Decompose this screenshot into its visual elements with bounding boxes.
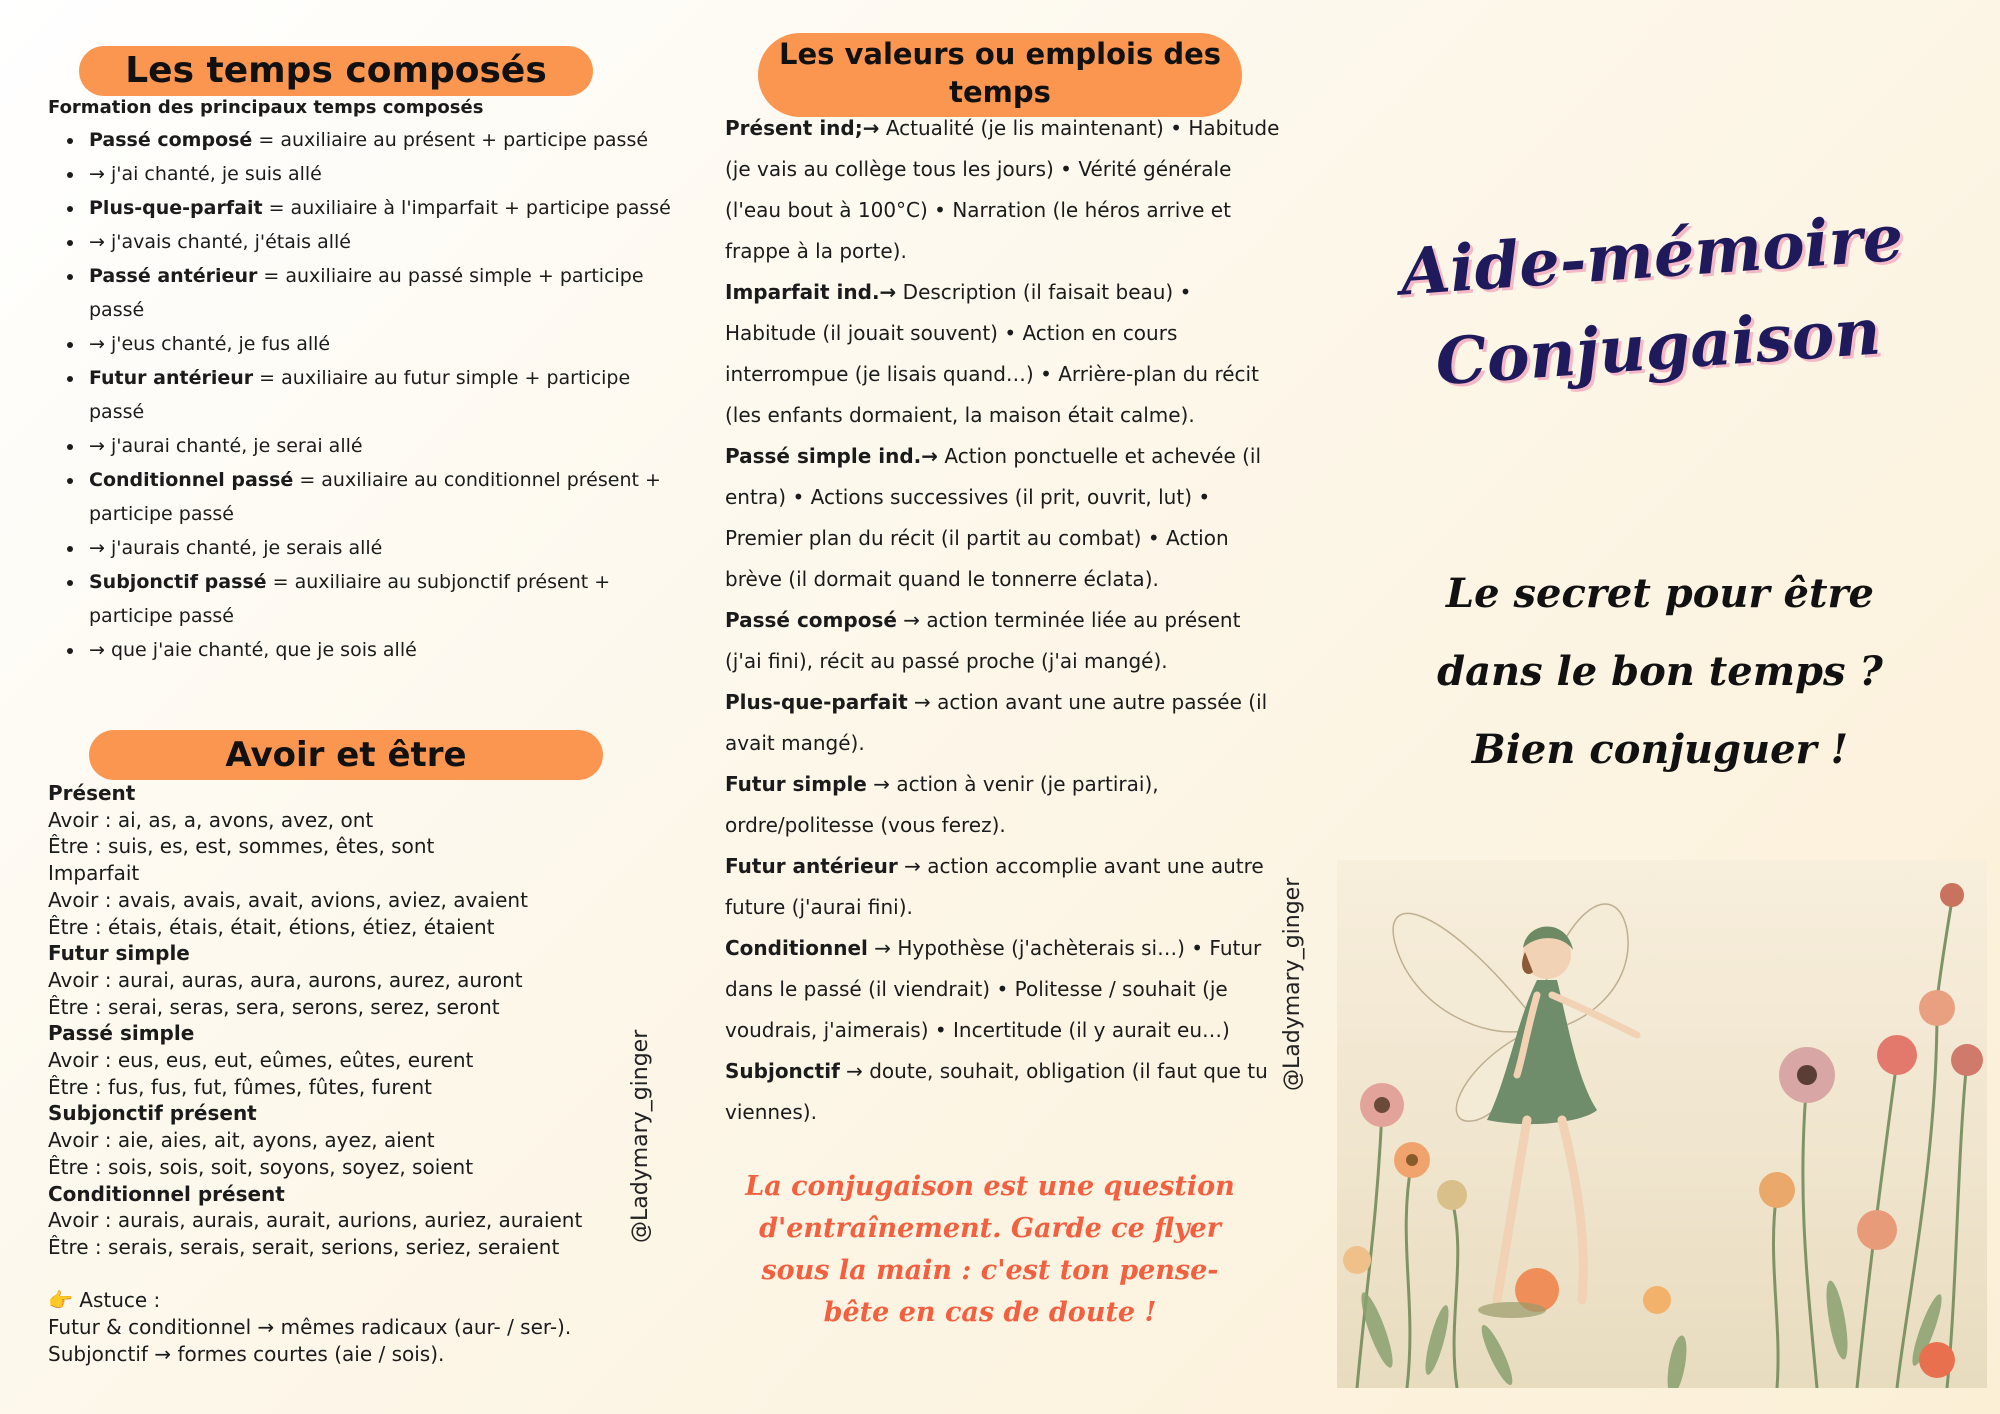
fairy-flowers-illustration bbox=[1337, 860, 1987, 1388]
formation-text: → j'eus chanté, je fus allé bbox=[89, 333, 331, 355]
tense-uses bbox=[725, 108, 1280, 1133]
flyer-title-line: Aide-mémoire bbox=[1397, 200, 1906, 311]
conjugation-line: Avoir : eus, eus, eut, eûmes, eûtes, eurent bbox=[48, 1048, 474, 1073]
credit-handle: @Ladymary_ginger bbox=[628, 1029, 653, 1243]
formation-item bbox=[85, 123, 675, 157]
formation-item bbox=[85, 191, 675, 225]
conjugation-line: Être : étais, étais, était, étions, étiez, étaient bbox=[48, 914, 495, 939]
tense-name: Conditionnel passé bbox=[89, 469, 294, 491]
tagline-line: Le secret pour être bbox=[1446, 570, 1874, 617]
tense-use-text: → doute, souhait, obligation (il faut que tu viennes). bbox=[725, 1059, 1268, 1124]
flyer-title-line: Conjugaison bbox=[1433, 294, 1884, 401]
tense-use-text: → action terminée liée au présent (j'ai fini), récit au passé proche (j'ai mangé). bbox=[725, 608, 1241, 673]
conjugation-line: Avoir : ai, as, a, avons, avez, ont bbox=[48, 807, 374, 832]
tense-use-text: → Hypothèse (j'achèterais si…) • Futur dans le passé (il viendrait) • Politesse / souhait (je voudrais, j'aimerais) • Incertitude (il y aurait eu…) bbox=[725, 936, 1262, 1042]
conjugation-line: Être : suis, es, est, sommes, êtes, sont bbox=[48, 834, 435, 859]
formation-list bbox=[53, 123, 675, 667]
pointing-hand-icon: 👉 bbox=[48, 1288, 73, 1312]
formation-text: = auxiliaire au conditionnel présent + participe passé bbox=[89, 469, 661, 525]
formation-item bbox=[85, 361, 675, 429]
tense-use-text: Actualité (je lis maintenant) • Habitude (je vais au collège tous les jours) • Vérité générale (l'eau bout à 100°C) • Narration (le héros arrive et frappe à la porte). bbox=[725, 116, 1280, 263]
tense-heading: Conditionnel présent bbox=[48, 1181, 285, 1206]
tagline-line: dans le bon temps ? bbox=[1437, 648, 1883, 695]
tense-use bbox=[725, 846, 1280, 928]
conjugation-line: Imparfait bbox=[48, 861, 140, 886]
section-title-valeurs: Les valeurs ou emplois des temps bbox=[758, 33, 1242, 117]
formation-item bbox=[85, 633, 675, 667]
conjugation-line: Être : fus, fus, fut, fûmes, fûtes, furent bbox=[48, 1074, 432, 1099]
tense-name: Passé antérieur bbox=[89, 265, 258, 287]
formation-text: → j'avais chanté, j'étais allé bbox=[89, 231, 351, 253]
tense-name: Futur antérieur bbox=[89, 367, 254, 389]
tense-heading: Présent bbox=[48, 781, 136, 805]
tense-name: Présent ind;→ bbox=[725, 116, 880, 140]
tense-use-text: Action ponctuelle et achevée (il entra) • Actions successives (il prit, ouvrit, lut) • Premier plan du récit (il partit au combat) • Action brève (il dormait quand le tonnerre éclata). bbox=[725, 444, 1262, 591]
tense-use-text: → action à venir (je partirai), ordre/politesse (vous ferez). bbox=[725, 772, 1159, 837]
tense-use bbox=[725, 436, 1280, 600]
formation-text: → j'aurai chanté, je serai allé bbox=[89, 435, 363, 457]
formation-text: → j'ai chanté, je suis allé bbox=[89, 163, 322, 185]
formation-item bbox=[85, 259, 675, 327]
conjugation-line: Être : serais, serais, serait, serions, seriez, seraient bbox=[48, 1234, 560, 1259]
tense-name: Passé simple ind.→ bbox=[725, 444, 939, 468]
tense-name: Plus-que-parfait bbox=[725, 690, 908, 714]
tense-use bbox=[725, 764, 1280, 846]
tense-use bbox=[725, 682, 1280, 764]
tense-name: Imparfait ind.→ bbox=[725, 280, 897, 304]
flyer-title bbox=[1349, 189, 1960, 414]
formation-text: = auxiliaire au présent + participe passé bbox=[252, 129, 649, 151]
formation-item bbox=[85, 225, 675, 259]
tense-use-text: → action accomplie avant une autre future (j'aurai fini). bbox=[725, 854, 1264, 919]
formation-item bbox=[85, 157, 675, 191]
tense-use bbox=[725, 1051, 1280, 1133]
tagline bbox=[1380, 555, 1940, 789]
formation-item bbox=[85, 327, 675, 361]
conjugation-table bbox=[48, 780, 582, 1261]
tense-heading: Passé simple bbox=[48, 1021, 195, 1046]
conjugation-line: Avoir : aurai, auras, aura, aurons, aurez, auront bbox=[48, 967, 523, 992]
conjugation-line: Être : serai, seras, sera, serons, serez, seront bbox=[48, 994, 500, 1019]
tense-heading: Futur simple bbox=[48, 941, 190, 966]
formation-item bbox=[85, 429, 675, 463]
tense-use bbox=[725, 928, 1280, 1051]
formation-text: = auxiliaire au subjonctif présent + participe passé bbox=[89, 571, 611, 627]
tense-use-text: → action avant une autre passée (il avait mangé). bbox=[725, 690, 1268, 755]
conjugation-line: Avoir : avais, avais, avait, avions, aviez, avaient bbox=[48, 887, 528, 912]
tense-use bbox=[725, 108, 1280, 272]
tip-line: Subjonctif → formes courtes (aie / sois). bbox=[48, 1342, 445, 1366]
tense-use-text: Description (il faisait beau) • Habitude (il jouait souvent) • Action en cours interrompue (je lisais quand…) • Arrière-plan du récit (les enfants dormaient, la maison était calme). bbox=[725, 280, 1259, 427]
fairy-icon bbox=[1337, 860, 1987, 1388]
tense-name: Subjonctif passé bbox=[89, 571, 267, 593]
conjugation-line: Avoir : aurais, aurais, aurait, aurions, auriez, auraient bbox=[48, 1208, 583, 1233]
conjugation-line: Avoir : aie, aies, ait, ayons, ayez, aient bbox=[48, 1128, 435, 1153]
formation-text: = auxiliaire à l'imparfait + participe passé bbox=[262, 197, 671, 219]
credit-handle: @Ladymary_ginger bbox=[1280, 877, 1305, 1091]
formation-item bbox=[85, 463, 675, 531]
tense-name: Conditionnel bbox=[725, 936, 868, 960]
formation-item bbox=[85, 565, 675, 633]
tip-label: Astuce : bbox=[72, 1288, 161, 1312]
tense-name: Plus-que-parfait bbox=[89, 197, 263, 219]
formation-text: = auxiliaire au futur simple + participe passé bbox=[89, 367, 631, 423]
section-subtitle: Formation des principaux temps composés bbox=[48, 97, 484, 118]
tagline-line: Bien conjuguer ! bbox=[1471, 726, 1849, 773]
tense-name: Futur simple bbox=[725, 772, 867, 796]
tense-name: Futur antérieur bbox=[725, 854, 898, 878]
section-title-temps-composes: Les temps composés bbox=[79, 46, 593, 96]
section-title-avoir-etre: Avoir et être bbox=[89, 730, 603, 780]
formation-text: → j'aurais chanté, je serais allé bbox=[89, 537, 383, 559]
tense-name: Passé composé bbox=[725, 608, 897, 632]
closing-quote: La conjugaison est une question d'entraînement. Garde ce flyer sous la main : c'est ton pense-bête en cas de doute ! bbox=[745, 1171, 1235, 1328]
formation-text: = auxiliaire au passé simple + participe passé bbox=[89, 265, 644, 321]
tip-block bbox=[48, 1287, 571, 1368]
tense-use bbox=[725, 272, 1280, 436]
formation-text: → que j'aie chanté, que je sois allé bbox=[89, 639, 417, 661]
tense-heading: Subjonctif présent bbox=[48, 1101, 257, 1126]
tense-name: Passé composé bbox=[89, 129, 253, 151]
tense-name: Subjonctif bbox=[725, 1059, 840, 1083]
tense-use bbox=[725, 600, 1280, 682]
formation-item bbox=[85, 531, 675, 565]
conjugation-line: Être : sois, sois, soit, soyons, soyez, soient bbox=[48, 1154, 474, 1179]
tip-line: Futur & conditionnel → mêmes radicaux (aur- / ser-). bbox=[48, 1315, 572, 1339]
